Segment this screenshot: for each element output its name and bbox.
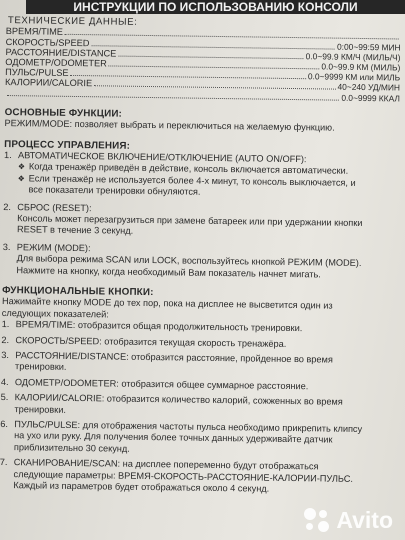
item-text: СКОРОСТЬ/SPEED: отобразится текущая скорость тренажёра.	[15, 334, 287, 349]
item-text: ПУЛЬС/PULSE: для отображения частоты пульса необходимо прикрепить клипсу	[14, 419, 363, 435]
avito-logo-icon	[303, 506, 331, 534]
item-number: 3.	[2, 241, 11, 252]
function-buttons-title: ФУНКЦИОНАЛЬНЫЕ КНОПКИ:	[2, 284, 154, 299]
spec-label: ОДОМЕТР/ODOMETER	[5, 56, 107, 69]
watermark-text: Avito	[336, 506, 393, 533]
bullet-diamond-icon: ❖	[17, 173, 25, 184]
spec-label: СКОРОСТЬ/SPEED	[5, 36, 90, 48]
item-number: 5.	[0, 392, 9, 403]
item-number: 7.	[0, 457, 8, 468]
item-number: 2.	[3, 201, 12, 212]
bullet-diamond-icon: ❖	[17, 162, 26, 172]
specs-title: ТЕХНИЧЕСКИЕ ДАННЫЕ:	[7, 15, 138, 28]
page-title: ИНСТРУКЦИИ ПО ИСПОЛЬЗОВАНИЮ КОНСОЛИ	[73, 0, 358, 14]
spec-value: 0.0~99.9 КМ (МИЛЬ)	[321, 61, 401, 73]
item-title: АВТОМАТИЧЕСКОЕ ВКЛЮЧЕНИЕ/ОТКЛЮЧЕНИЕ (AUTO ON/OFF):	[17, 150, 307, 165]
item-text: РАССТОЯНИЕ/DISTANCE: отобразится расстояние, пройденное во время	[15, 350, 333, 365]
item-number: 1.	[3, 149, 12, 161]
item-number: 3.	[1, 349, 9, 361]
item-text: Для выбора режима SCAN или LOCK, воспользуйтесь кнопкой РЕЖИМ (MODE).	[16, 253, 362, 269]
spec-value: 40~240 УД/МИН	[337, 81, 401, 93]
spec-label: ПУЛЬС/PULSE	[5, 67, 69, 79]
leader-dots	[7, 95, 339, 101]
spec-value: 0.0~99.9 КМ/Ч (МИЛЬ/Ч)	[305, 50, 401, 63]
item-text: Консоль может перезагрузиться при замене батареек или при удержании кнопки	[17, 213, 363, 228]
item-text-continued: Каждый из параметров будет отображаться около 4 секунд.	[13, 480, 270, 494]
item-number: 6.	[0, 419, 9, 430]
control-process-title: ПРОЦЕСС УПРАВЛЕНИЯ:	[4, 138, 131, 152]
spec-label: РАССТОЯНИЕ/DISTANCE	[5, 46, 117, 59]
item-text-continued: на ухо или руку. Для получения более точных данных удерживайте датчик	[14, 430, 333, 446]
spec-label: ВРЕМЯ/TIME	[5, 26, 64, 38]
function-intro: следующих показателей:	[1, 307, 109, 320]
item-title: РЕЖИМ (MODE):	[16, 241, 91, 253]
spec-value: 0.0~9999 ККАЛ	[341, 92, 400, 104]
spec-value: 0.0~9999 КМ или МИЛЬ	[307, 71, 401, 83]
page-header	[26, 0, 405, 14]
item-number: 2.	[1, 334, 10, 345]
item-text: Нажмите на кнопку, когда необходимый Вам показатель начнет мигать.	[16, 264, 321, 280]
bullet-text: Если тренажёр не используется более 4-х минут, то консоль выключается, и	[28, 173, 356, 188]
item-text-continued: следующие параметры: ВРЕМЯ-СКОРОСТЬ-РАССТОЯНИЕ-КАЛОРИИ-ПУЛЬС.	[13, 468, 354, 484]
item-text-continued: тренировки.	[14, 403, 67, 415]
item-number: 4.	[0, 376, 9, 387]
basic-functions-title: ОСНОВНЫЕ ФУНКЦИИ:	[4, 106, 123, 120]
document-body	[0, 15, 401, 497]
item-number: 1.	[1, 319, 10, 330]
item-text: СКАНИРОВАНИЕ/SCAN: на дисплее попеременно будут отображаться	[13, 457, 319, 472]
basic-functions-text: РЕЖИМ/MODE: позволяет выбрать и переключиться на желаемую функцию.	[4, 118, 335, 133]
item-text-continued: тренировки.	[15, 361, 67, 373]
item-text: RESET в течение 3 секунд.	[16, 224, 134, 237]
avito-watermark	[303, 506, 393, 534]
spec-label: КАЛОРИИ/CALORIE	[4, 77, 93, 89]
item-text: ОДОМЕТР/ODOMETER: отобразится общее суммарное расстояние.	[14, 377, 309, 392]
item-text-continued: приблизительно 30 секунд.	[13, 442, 130, 454]
item-text: КАЛОРИИ/CALORIE: отобразится количество калорий, сожженных во время	[14, 392, 343, 407]
item-title: СБРОС (RESET):	[17, 201, 92, 213]
function-intro: Нажимайте кнопку MODE до тех пор, пока на дисплее не высветится один из	[1, 296, 333, 311]
item-text: ВРЕМЯ/TIME: отобразится общая продолжительность тренировки.	[15, 319, 303, 334]
specs-list	[5, 26, 401, 103]
spec-value: 0:00~99:59 МИН	[336, 41, 401, 53]
bullet-text: Когда тренажёр приведён в действие, консоль включается автоматически.	[28, 161, 349, 177]
bullet-text-continued: все показатели тренировки обнуляются.	[28, 184, 201, 197]
